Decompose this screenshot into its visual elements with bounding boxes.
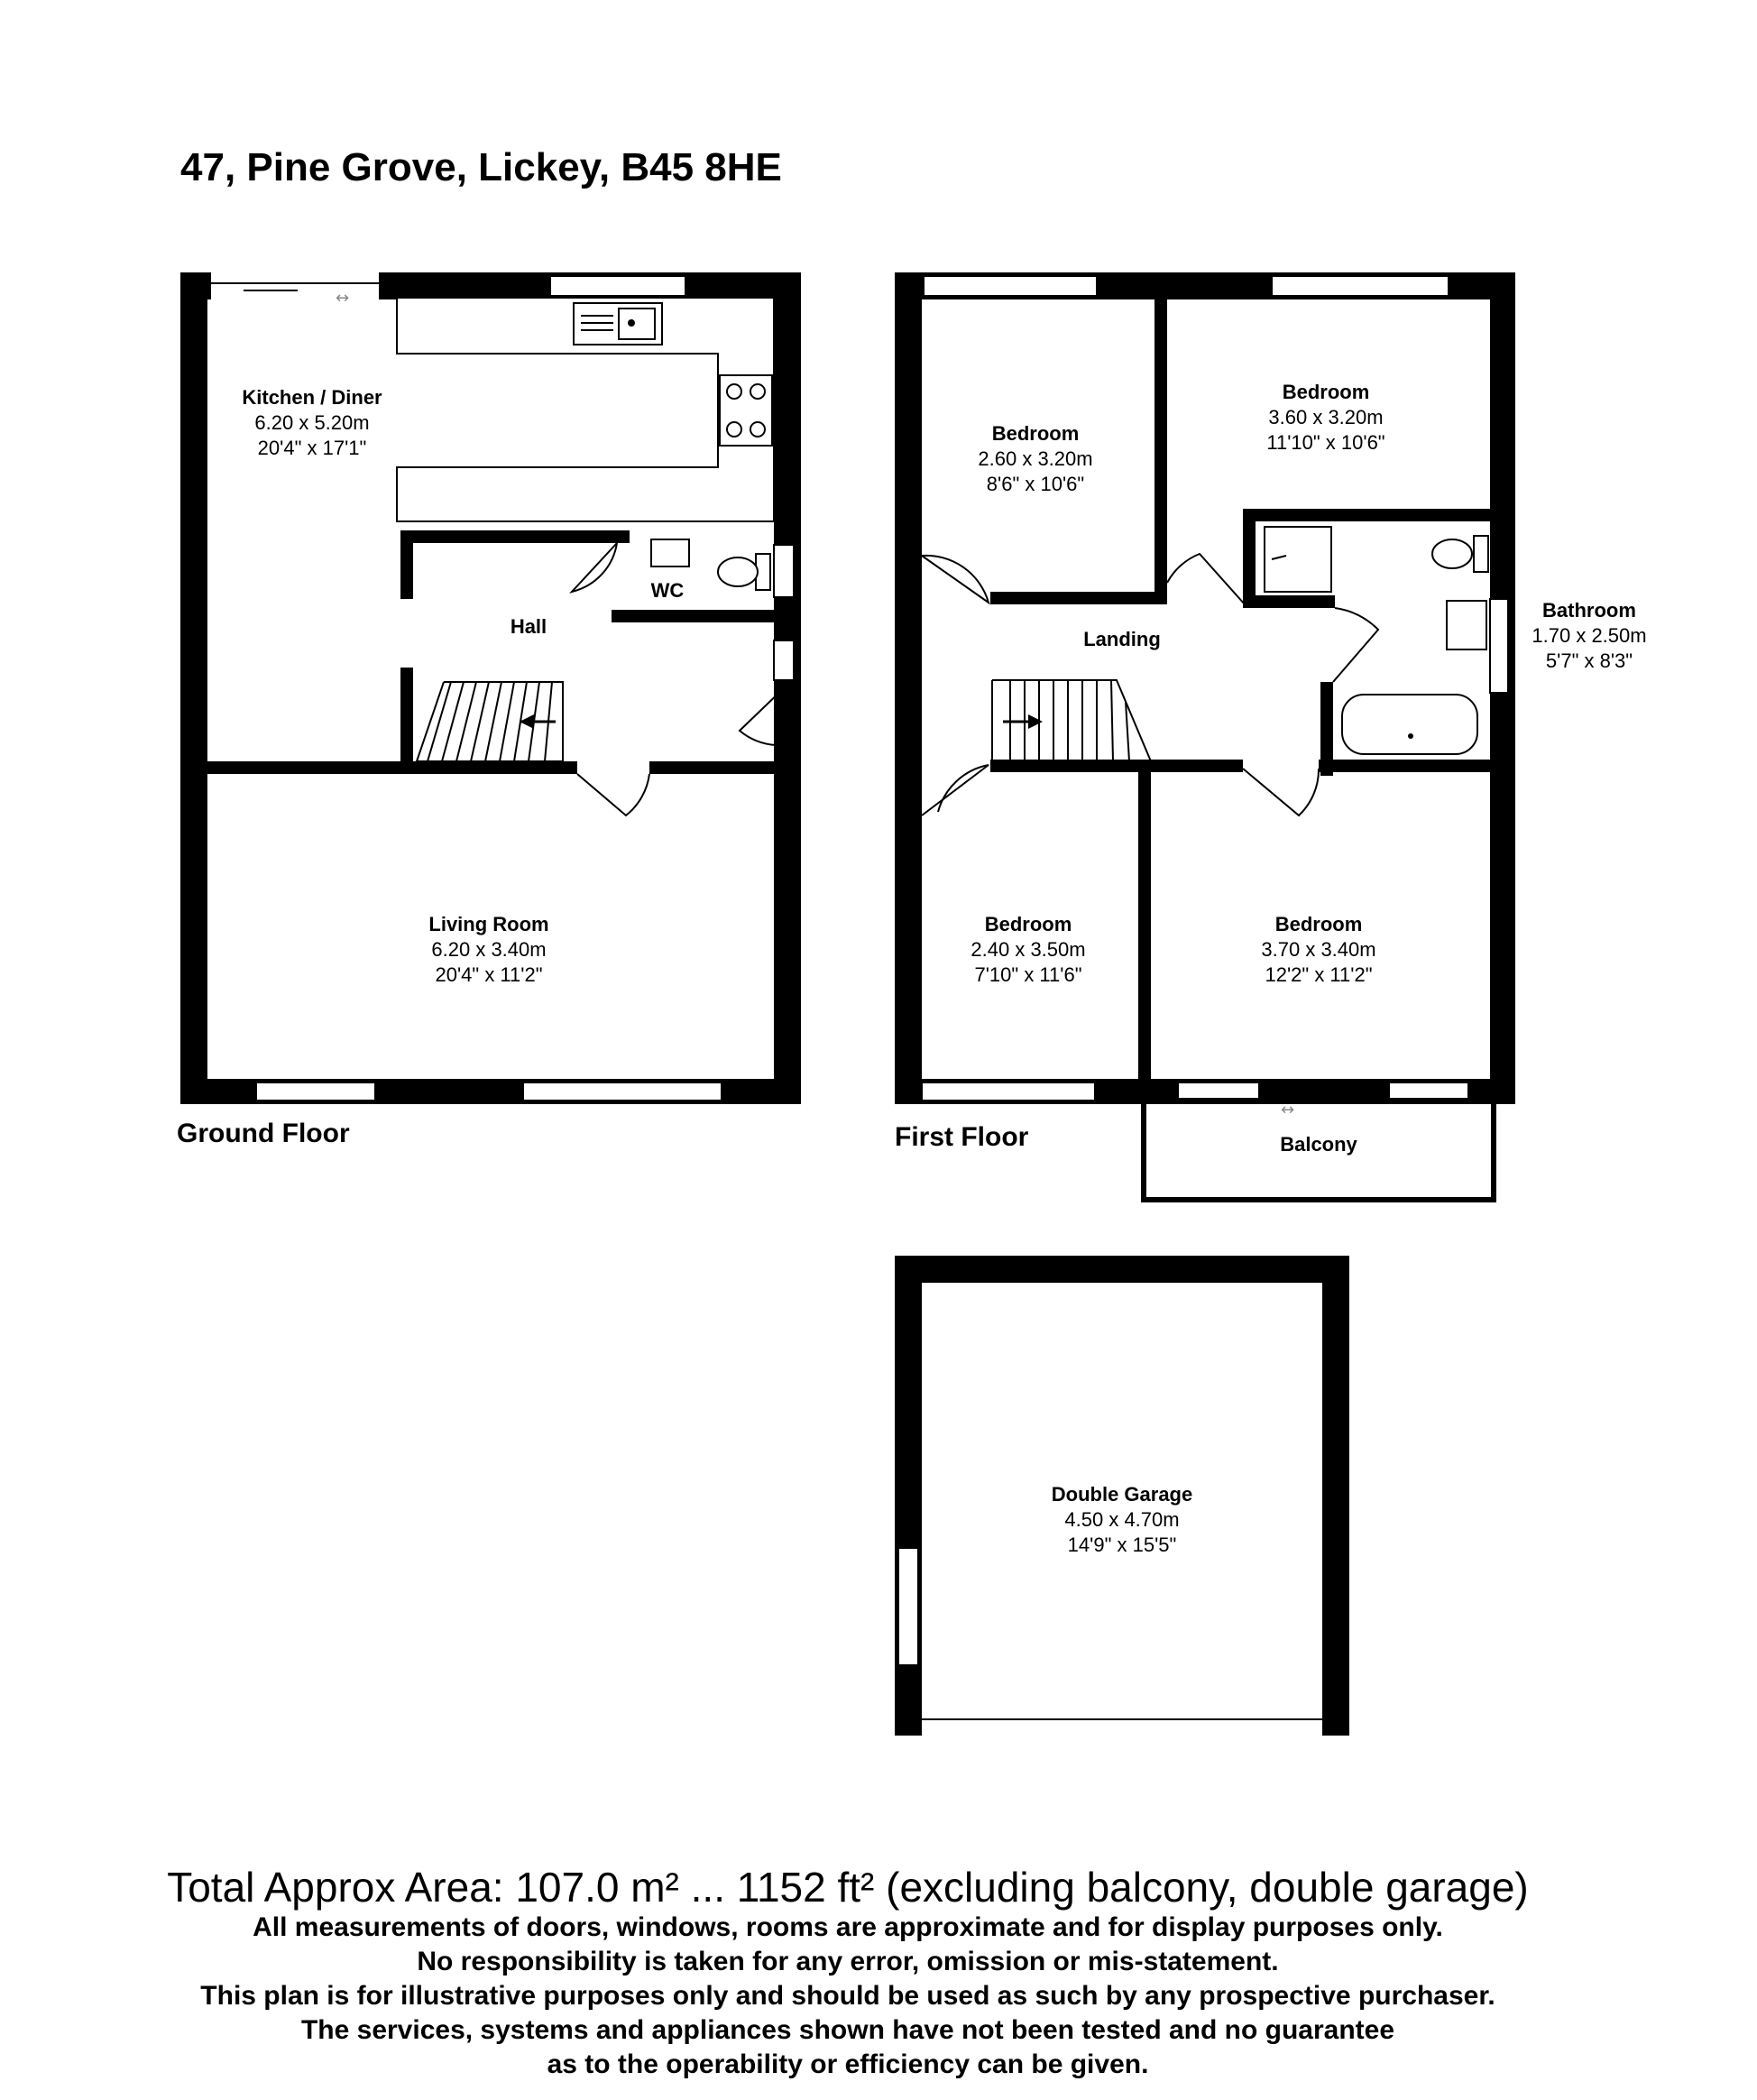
- disclaimer-line: The services, systems and appliances shown have not been tested and no guarantee: [300, 2015, 1395, 2045]
- first-floor-label: First Floor: [895, 1122, 1029, 1152]
- bedroom-bl-window: [922, 1082, 1095, 1101]
- first-floor-plan: [895, 272, 1647, 1200]
- kitchen-metric: 6.20 x 5.20m: [254, 411, 370, 434]
- svg-text:↔: ↔: [336, 289, 350, 308]
- bathroom-metric: 1.70 x 2.50m: [1532, 624, 1647, 647]
- bath-basin-icon: [1447, 601, 1486, 649]
- bedroom-tr-name: Bedroom: [1282, 381, 1370, 403]
- bedroom-br-imperial: 12'2" x 11'2": [1265, 963, 1373, 986]
- kitchen-imperial: 20'4" x 17'1": [257, 437, 367, 459]
- bedroom-tr-metric: 3.60 x 3.20m: [1268, 406, 1384, 428]
- bedroom-tl-imperial: 8'6" x 10'6": [986, 473, 1085, 495]
- living-room-door: [577, 774, 649, 815]
- balcony-name: Balcony: [1280, 1133, 1357, 1156]
- living-imperial: 20'4" x 11'2": [435, 963, 543, 986]
- wc-window: [774, 545, 794, 597]
- disclaimer-line: All measurements of doors, windows, rooms are approximate and for display purposes only.: [253, 1912, 1443, 1942]
- bath-toilet-icon: [1432, 539, 1472, 568]
- bedroom-bl-metric: 2.40 x 3.50m: [970, 938, 1086, 961]
- garage-side-window: [898, 1548, 918, 1665]
- kitchen-name: Kitchen / Diner: [242, 386, 382, 409]
- bedroom-bl-name: Bedroom: [984, 913, 1072, 935]
- landing-name: Landing: [1083, 628, 1161, 650]
- garage-plan: [895, 1256, 1349, 1736]
- bedroom-bl-imperial: 7'10" x 11'6": [974, 963, 1082, 986]
- first-stairs: [992, 680, 1151, 761]
- bedroom-tl-door: [922, 556, 989, 603]
- bathroom-window: [1490, 599, 1508, 693]
- bedroom-tl-metric: 2.60 x 3.20m: [978, 447, 1093, 470]
- bedroom-tl-window: [924, 276, 1097, 296]
- ground-floor-plan: [177, 272, 801, 1148]
- ground-stairs: [417, 682, 563, 761]
- ground-floor-label: Ground Floor: [177, 1119, 350, 1148]
- bedroom-tl-name: Bedroom: [991, 422, 1080, 445]
- living-window-right: [523, 1082, 722, 1101]
- total-area: Total Approx Area: 107.0 m² ... 1152 ft² (excluding balcony, double garage): [167, 1864, 1529, 1911]
- bathtub-icon: [1342, 695, 1477, 754]
- bedroom-tr-window: [1272, 276, 1449, 296]
- bathroom-name: Bathroom: [1542, 599, 1636, 622]
- wc-name: WC: [650, 579, 685, 602]
- disclaimer-line: No responsibility is taken for any error, omission or mis-statement.: [417, 1947, 1279, 1976]
- bathroom-door: [1333, 608, 1378, 682]
- hob-icon: [720, 375, 772, 446]
- disclaimer-line: as to the operability or efficiency can be given.: [547, 2049, 1149, 2079]
- bedroom-tr-door: [1167, 554, 1245, 604]
- bedroom-tr-imperial: 11'10" x 10'6": [1266, 431, 1385, 454]
- garage-name: Double Garage: [1051, 1483, 1193, 1506]
- disclaimer-line: This plan is for illustrative purposes only and should be used as such by any prospective purchaser.: [200, 1981, 1495, 2011]
- bathroom-imperial: 5'7" x 8'3": [1545, 649, 1633, 672]
- living-name: Living Room: [428, 913, 549, 935]
- toilet-icon: [718, 557, 758, 586]
- kitchen-window: [550, 276, 685, 296]
- living-window-left: [256, 1082, 375, 1101]
- bedroom-bl-door: [922, 765, 989, 815]
- hall-name: Hall: [510, 615, 547, 638]
- garage-metric: 4.50 x 4.70m: [1064, 1508, 1180, 1531]
- wc-door: [572, 543, 617, 592]
- garage-imperial: 14'9" x 15'5": [1067, 1534, 1177, 1556]
- hall-window: [774, 640, 794, 680]
- living-metric: 6.20 x 3.40m: [431, 938, 547, 961]
- bedroom-br-name: Bedroom: [1274, 913, 1363, 935]
- bedroom-br-metric: 3.70 x 3.40m: [1261, 938, 1376, 961]
- wc-basin-icon: [651, 539, 689, 566]
- page-title: 47, Pine Grove, Lickey, B45 8HE: [180, 145, 782, 189]
- svg-text:↔: ↔: [1281, 1101, 1295, 1119]
- bedroom-br-door: [1243, 769, 1319, 815]
